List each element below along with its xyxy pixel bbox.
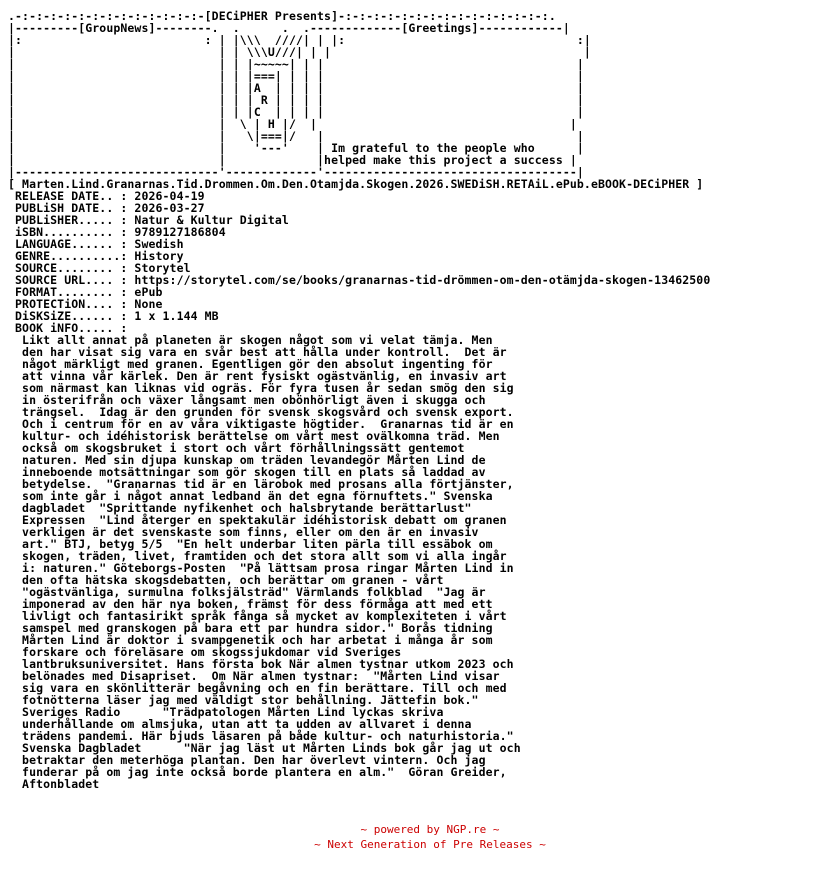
nfo-line: verkligen är det svenskaste som finns, eller om den är en invasiv bbox=[8, 525, 479, 539]
nfo-line: sig vara en skönlitterär begåvning och en fin berättare. Till och med bbox=[8, 681, 507, 695]
nfo-line: Och i centrum för en av våra viktigaste högtider. Granarnas tid är en bbox=[8, 417, 514, 431]
powered-by-text: ~ powered by NGP.re ~ bbox=[360, 823, 500, 836]
nfo-line: den ofta hätska skogsdebatten, och berättar om granen - vårt bbox=[8, 573, 444, 587]
nfo-line: som inte går i något annat ledband än det egna förnuftets." Svenska bbox=[8, 489, 493, 503]
nfo-line: betraktar den meterhöga plantan. Den har överlevt vintern. Och jag bbox=[8, 753, 486, 767]
nfo-line: "ogästvänliga, surmulna folksjälsträd" Värmlands folkblad "Jag är bbox=[8, 585, 486, 599]
nfo-line: | | '---' | Im grateful to the people who | bbox=[8, 141, 584, 155]
nfo-line: SOURCE........ : Storytel bbox=[8, 261, 191, 275]
nfo-line: belönades med Disapriset. Om När almen tystnar: "Mårten Lind visar bbox=[8, 669, 500, 683]
nfo-line: | | | |A | | | | | bbox=[8, 81, 584, 95]
nfo-line: imponerad av den här nya boken, främst för dess förmåga att med ett bbox=[8, 597, 493, 611]
nfo-line: | | \|===|/ | | bbox=[8, 129, 584, 143]
nfo-line: funderar på om jag inte också borde plantera en alm." Göran Greider, bbox=[8, 765, 507, 779]
nfo-line: dagbladet "Sprittande nyfikenhet och halsbrytande berättarlust" bbox=[8, 501, 472, 515]
nfo-line: naturen. Med sin djupa kunskap om träden levandegör Mårten Lind de bbox=[8, 453, 486, 467]
nfo-line: i: naturen." Göteborgs-Posten "På lättsam prosa ringar Mårten Lind in bbox=[8, 561, 514, 575]
nfo-line: fotnötterna läser jag med väldigt stor behållning. Jättefin bok." bbox=[8, 693, 479, 707]
nfo-line: trängsel. Idag är den grunden för svensk skogsvård och svensk export. bbox=[8, 405, 514, 419]
nfo-line: trädens pandemi. Här bjuds läsaren på både kultur- och naturhistoria." bbox=[8, 729, 514, 743]
nfo-line: PUBLiSH DATE.. : 2026-03-27 bbox=[8, 201, 205, 215]
nfo-line: livligt och fantasirikt språk fånga så mycket av komplexiteten i vårt bbox=[8, 609, 507, 623]
nfo-line: FORMAT........ : ePub bbox=[8, 285, 163, 299]
nfo-line: art." BTJ, betyg 5/5 "En helt underbar liten pärla till essäbok om bbox=[8, 537, 493, 551]
nfo-line: Mårten Lind är doktor i svampgenetik och har arbetat i många år som bbox=[8, 633, 493, 647]
nfo-line: | | | | R | | | | | bbox=[8, 93, 584, 107]
nfo-line: SOURCE URL.... : https://storytel.com/se/books/granarnas-tid-drömmen-om-den-otämjda-skogen-13462500 bbox=[8, 273, 711, 287]
nfo-line: Aftonbladet bbox=[8, 777, 100, 791]
nfo-line: något märkligt med granen. Egentligen gör den absolut ingenting för bbox=[8, 357, 493, 371]
nfo-line: [ Marten.Lind.Granarnas.Tid.Drommen.Om.Den.Otamjda.Skogen.2026.SWEDiSH.RETAiL.ePub.eBOOK-DECiPHER ] bbox=[8, 177, 704, 191]
nfo-line: inneboende motsättningar som gör skogen till en plats så laddad av bbox=[8, 465, 486, 479]
tagline-text: ~ Next Generation of Pre Releases ~ bbox=[314, 838, 546, 851]
nfo-line: |-----------------------------'-------------'------------------------------------| bbox=[8, 165, 584, 179]
nfo-line: den har visat sig vara en svår best att hålla under kontroll. Det är bbox=[8, 345, 507, 359]
nfo-line: Sveriges Radio "Trädpatologen Mårten Lind lyckas skriva bbox=[8, 705, 444, 719]
nfo-line: GENRE..........: History bbox=[8, 249, 184, 263]
nfo-line: .-:-:-:-:-:-:-:-:-:-:-:-:-:-[DECiPHER Presents]-:-:-:-:-:-:-:-:-:-:-:-:-:-:-:. bbox=[8, 9, 556, 23]
nfo-line: som närmast kan liknas vid ogräs. För fyra tusen år sedan smög den sig bbox=[8, 381, 514, 395]
nfo-line: BOOK iNFO..... : bbox=[8, 321, 128, 335]
nfo-line: Expressen "Lind återger en spektakulär idéhistorisk debatt om granen bbox=[8, 513, 507, 527]
nfo-line: |: : | |\\\ ////| | |: :| bbox=[8, 33, 591, 47]
nfo-line: |---------[GroupNews]--------. . . .-------------[Greetings]------------| bbox=[8, 21, 570, 35]
nfo-line: iSBN.......... : 9789127186804 bbox=[8, 225, 226, 239]
footer bbox=[0, 822, 816, 852]
nfo-line: forskare och föreläsare om skogssjukdomar vid Sveriges bbox=[8, 645, 402, 659]
nfo-line: | | | |~~~~~| | | | bbox=[8, 57, 584, 71]
nfo-line: kultur- och idéhistorisk berättelse om vårt mest ovälkomna träd. Men bbox=[8, 429, 500, 443]
nfo-text bbox=[8, 10, 710, 790]
nfo-line: underhållande om almsjuka, utan att ta udden av allvaret i denna bbox=[8, 717, 472, 731]
nfo-line: PROTECTiON.... : None bbox=[8, 297, 163, 311]
nfo-line: | | | |C | | | | | bbox=[8, 105, 584, 119]
nfo-line: DiSKSiZE...... : 1 x 1.144 MB bbox=[8, 309, 219, 323]
nfo-line: | | \ | H |/ | | bbox=[8, 117, 577, 131]
nfo-line: Svenska Dagbladet "När jag läst ut Mårten Linds bok går jag ut och bbox=[8, 741, 521, 755]
nfo-line: | | |helped make this project a success | bbox=[8, 153, 577, 167]
nfo-line: också om skogsbruket i stort och vårt förhållningssätt gentemot bbox=[8, 441, 465, 455]
nfo-line: | | | \\\U///| | | | bbox=[8, 45, 591, 59]
nfo-line: att vinna vår kärlek. Den är rent fysiskt ogästvänlig, en invasiv art bbox=[8, 369, 507, 383]
nfo-line: samspel med granskogen på bara ett par hundra sidor." Borås tidning bbox=[8, 621, 493, 635]
nfo-line: PUBLiSHER..... : Natur & Kultur Digital bbox=[8, 213, 289, 227]
nfo-line: betydelse. "Granarnas tid är en lärobok med prosans alla förtjänster, bbox=[8, 477, 514, 491]
nfo-line: Likt allt annat på planeten är skogen något som vi velat tämja. Men bbox=[8, 333, 493, 347]
nfo-line: RELEASE DATE.. : 2026-04-19 bbox=[8, 189, 205, 203]
nfo-line: lantbruksuniversitet. Hans första bok När almen tystnar utkom 2023 och bbox=[8, 657, 514, 671]
nfo-line: skogen, träden, livet, framtiden och det stora allt som vi alla ingår bbox=[8, 549, 507, 563]
nfo-line: in österifrån och växer långsamt men obönhörligt även i skugga och bbox=[8, 393, 486, 407]
nfo-line: LANGUAGE...... : Swedish bbox=[8, 237, 184, 251]
nfo-line: | | | |===| | | | | bbox=[8, 69, 584, 83]
